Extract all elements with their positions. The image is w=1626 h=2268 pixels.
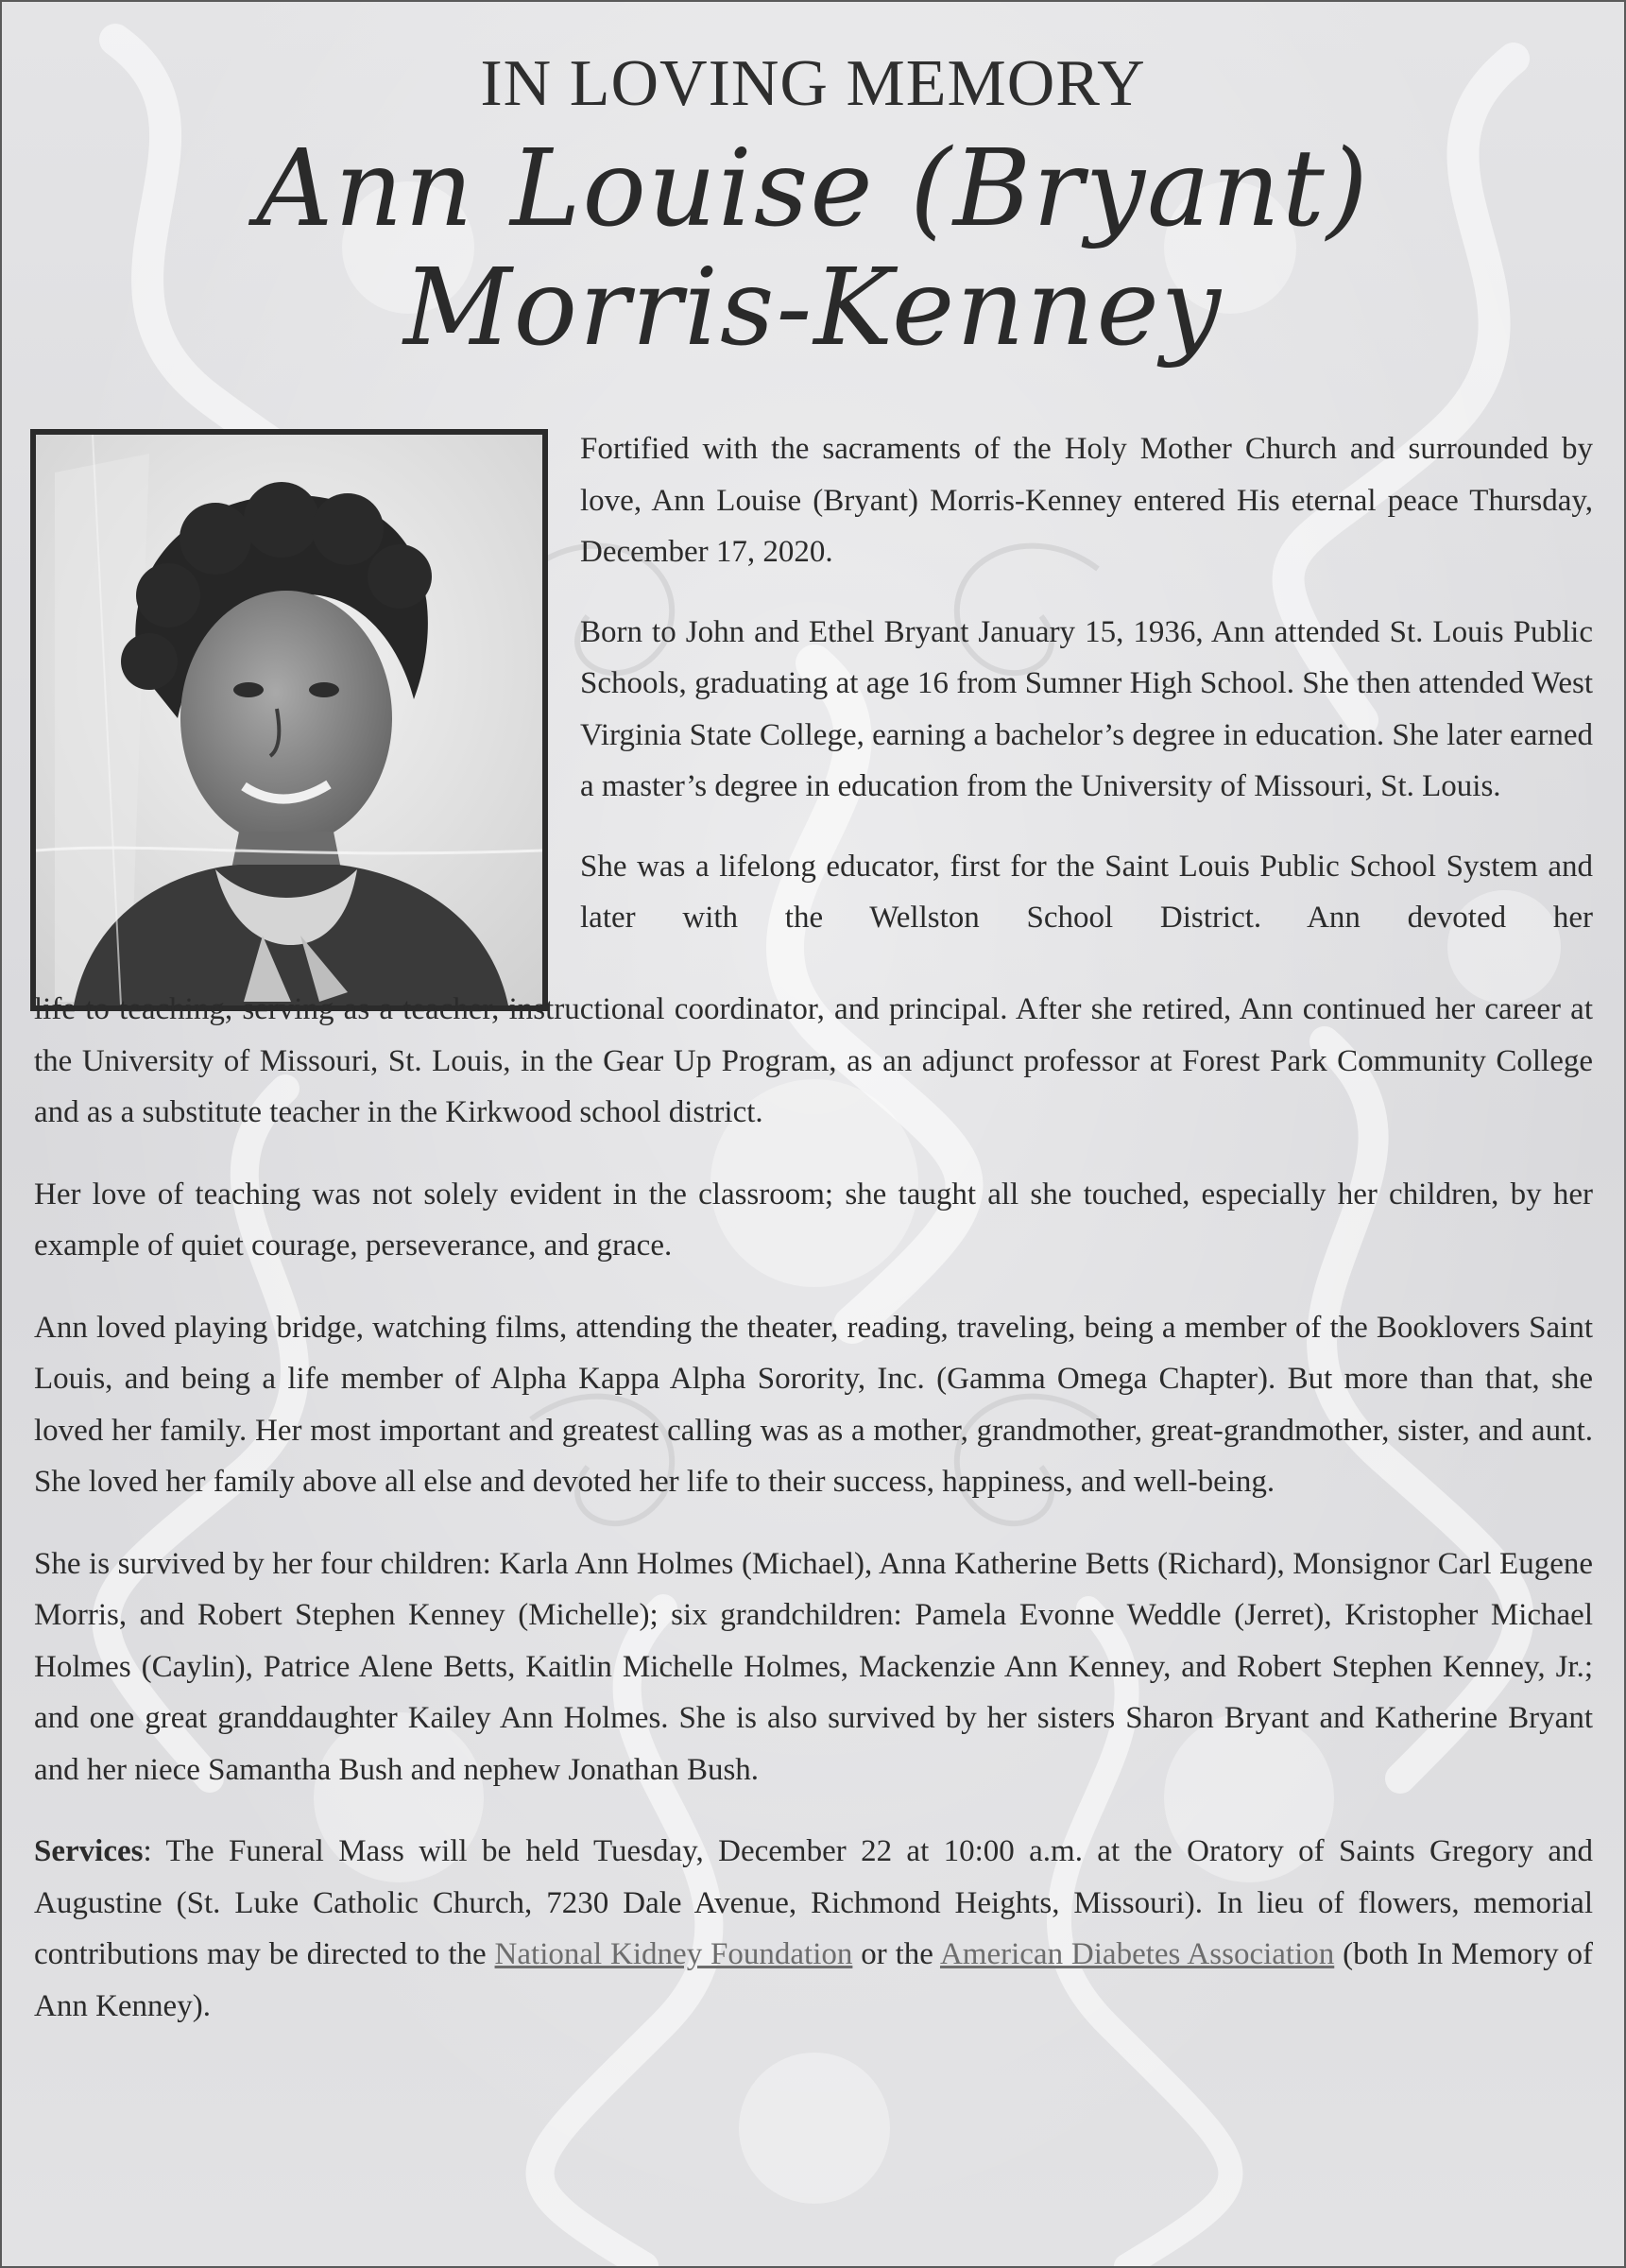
national-kidney-foundation-link[interactable]: National Kidney Foundation xyxy=(494,1937,853,1971)
obituary-paragraph-4: Her love of teaching was not solely evident in the classroom; she taught all she touched, especially her children, by her example of quiet courage, perseverance, and grace. xyxy=(34,1177,1593,1263)
american-diabetes-association-link[interactable]: American Diabetes Association xyxy=(939,1937,1335,1971)
obituary-paragraph-5: Ann loved playing bridge, watching films, attending the theater, reading, traveling, being a member of the Booklovers Saint Louis, and being a life member of Alpha Kappa Alpha Sorority, Inc. (Gamma Omega Chapter). But more than that, she loved her family. Her most important and greatest calling was as a mother, grandmother, great-grandmother, sister, and aunt. She loved her family above all else and devoted her life to their success, happiness, and well-being. xyxy=(34,1310,1593,1499)
obituary-paragraph-3-start: She was a lifelong educator, first for the Saint Louis Public School System and later with the Wellston School District. Ann devoted her xyxy=(580,849,1593,935)
services-label: Services xyxy=(34,1834,144,1868)
deceased-name-line-1: Ann Louise (Bryant) xyxy=(256,128,1370,250)
deceased-name-line-2: Morris-Kenney xyxy=(402,247,1224,369)
portrait-photo-icon xyxy=(36,435,542,1005)
services-text-before: : The Funeral Mass will be held Tuesday, December 22 at 10:00 a.m. at the Oratory of Saints Gregory and Augustine (St. Luke Catholic Church, 7230 Dale Avenue, Richmond Heights, Missouri). In lieu of flowers, memorial contributions may be directed to the xyxy=(34,1834,1593,1971)
obituary-text-top xyxy=(580,423,1593,944)
obituary-paragraph-6: She is survived by her four children: Karla Ann Holmes (Michael), Anna Katherine Betts (Richard), Monsignor Carl Eugene Morris, and Robert Stephen Kenney (Michelle); six grandchildren: Pamela Evonne Weddle (Jerret), Kristopher Michael Holmes (Caylin), Patrice Alene Betts, Kaitlin Michelle Holmes, Mackenzie Ann Kenney, and Robert Stephen Kenney, Jr.; and one great granddaughter Kailey Ann Holmes. She is also survived by her sisters Sharon Bryant and Katherine Bryant and her niece Samantha Bush and nephew Jonathan Bush. xyxy=(34,1546,1593,1787)
obituary-paragraph-1: Fortified with the sacraments of the Holy Mother Church and surrounded by love, Ann Louise (Bryant) Morris-Kenney entered His eternal peace Thursday, December 17, 2020. xyxy=(580,432,1593,569)
services-paragraph xyxy=(34,1826,1593,2032)
memorial-heading: IN LOVING MEMORY xyxy=(480,47,1146,120)
obituary-paragraph-2: Born to John and Ethel Bryant January 15, 1936, Ann attended St. Louis Public Schools, graduating at age 16 from Sumner High School. She then attended West Virginia State College, earning a bachelor’s degree in education. She later earned a master’s degree in education from the University of Missouri, St. Louis. xyxy=(580,614,1593,803)
services-text-middle: or the xyxy=(852,1937,940,1971)
obituary-text-bottom xyxy=(34,984,1593,2062)
portrait-photo xyxy=(30,429,548,1011)
services-text-after: (both In Memory of Ann Kenney). xyxy=(34,1937,1593,2023)
obituary-paragraph-3-continued: life to teaching, serving as a teacher, instructional coordinator, and principal. After she retired, Ann continued her career at the University of Missouri, St. Louis, in the Gear Up Program, as an adjunct professor at Forest Park Community College and as a substitute teacher in the Kirkwood school district. xyxy=(34,992,1593,1129)
